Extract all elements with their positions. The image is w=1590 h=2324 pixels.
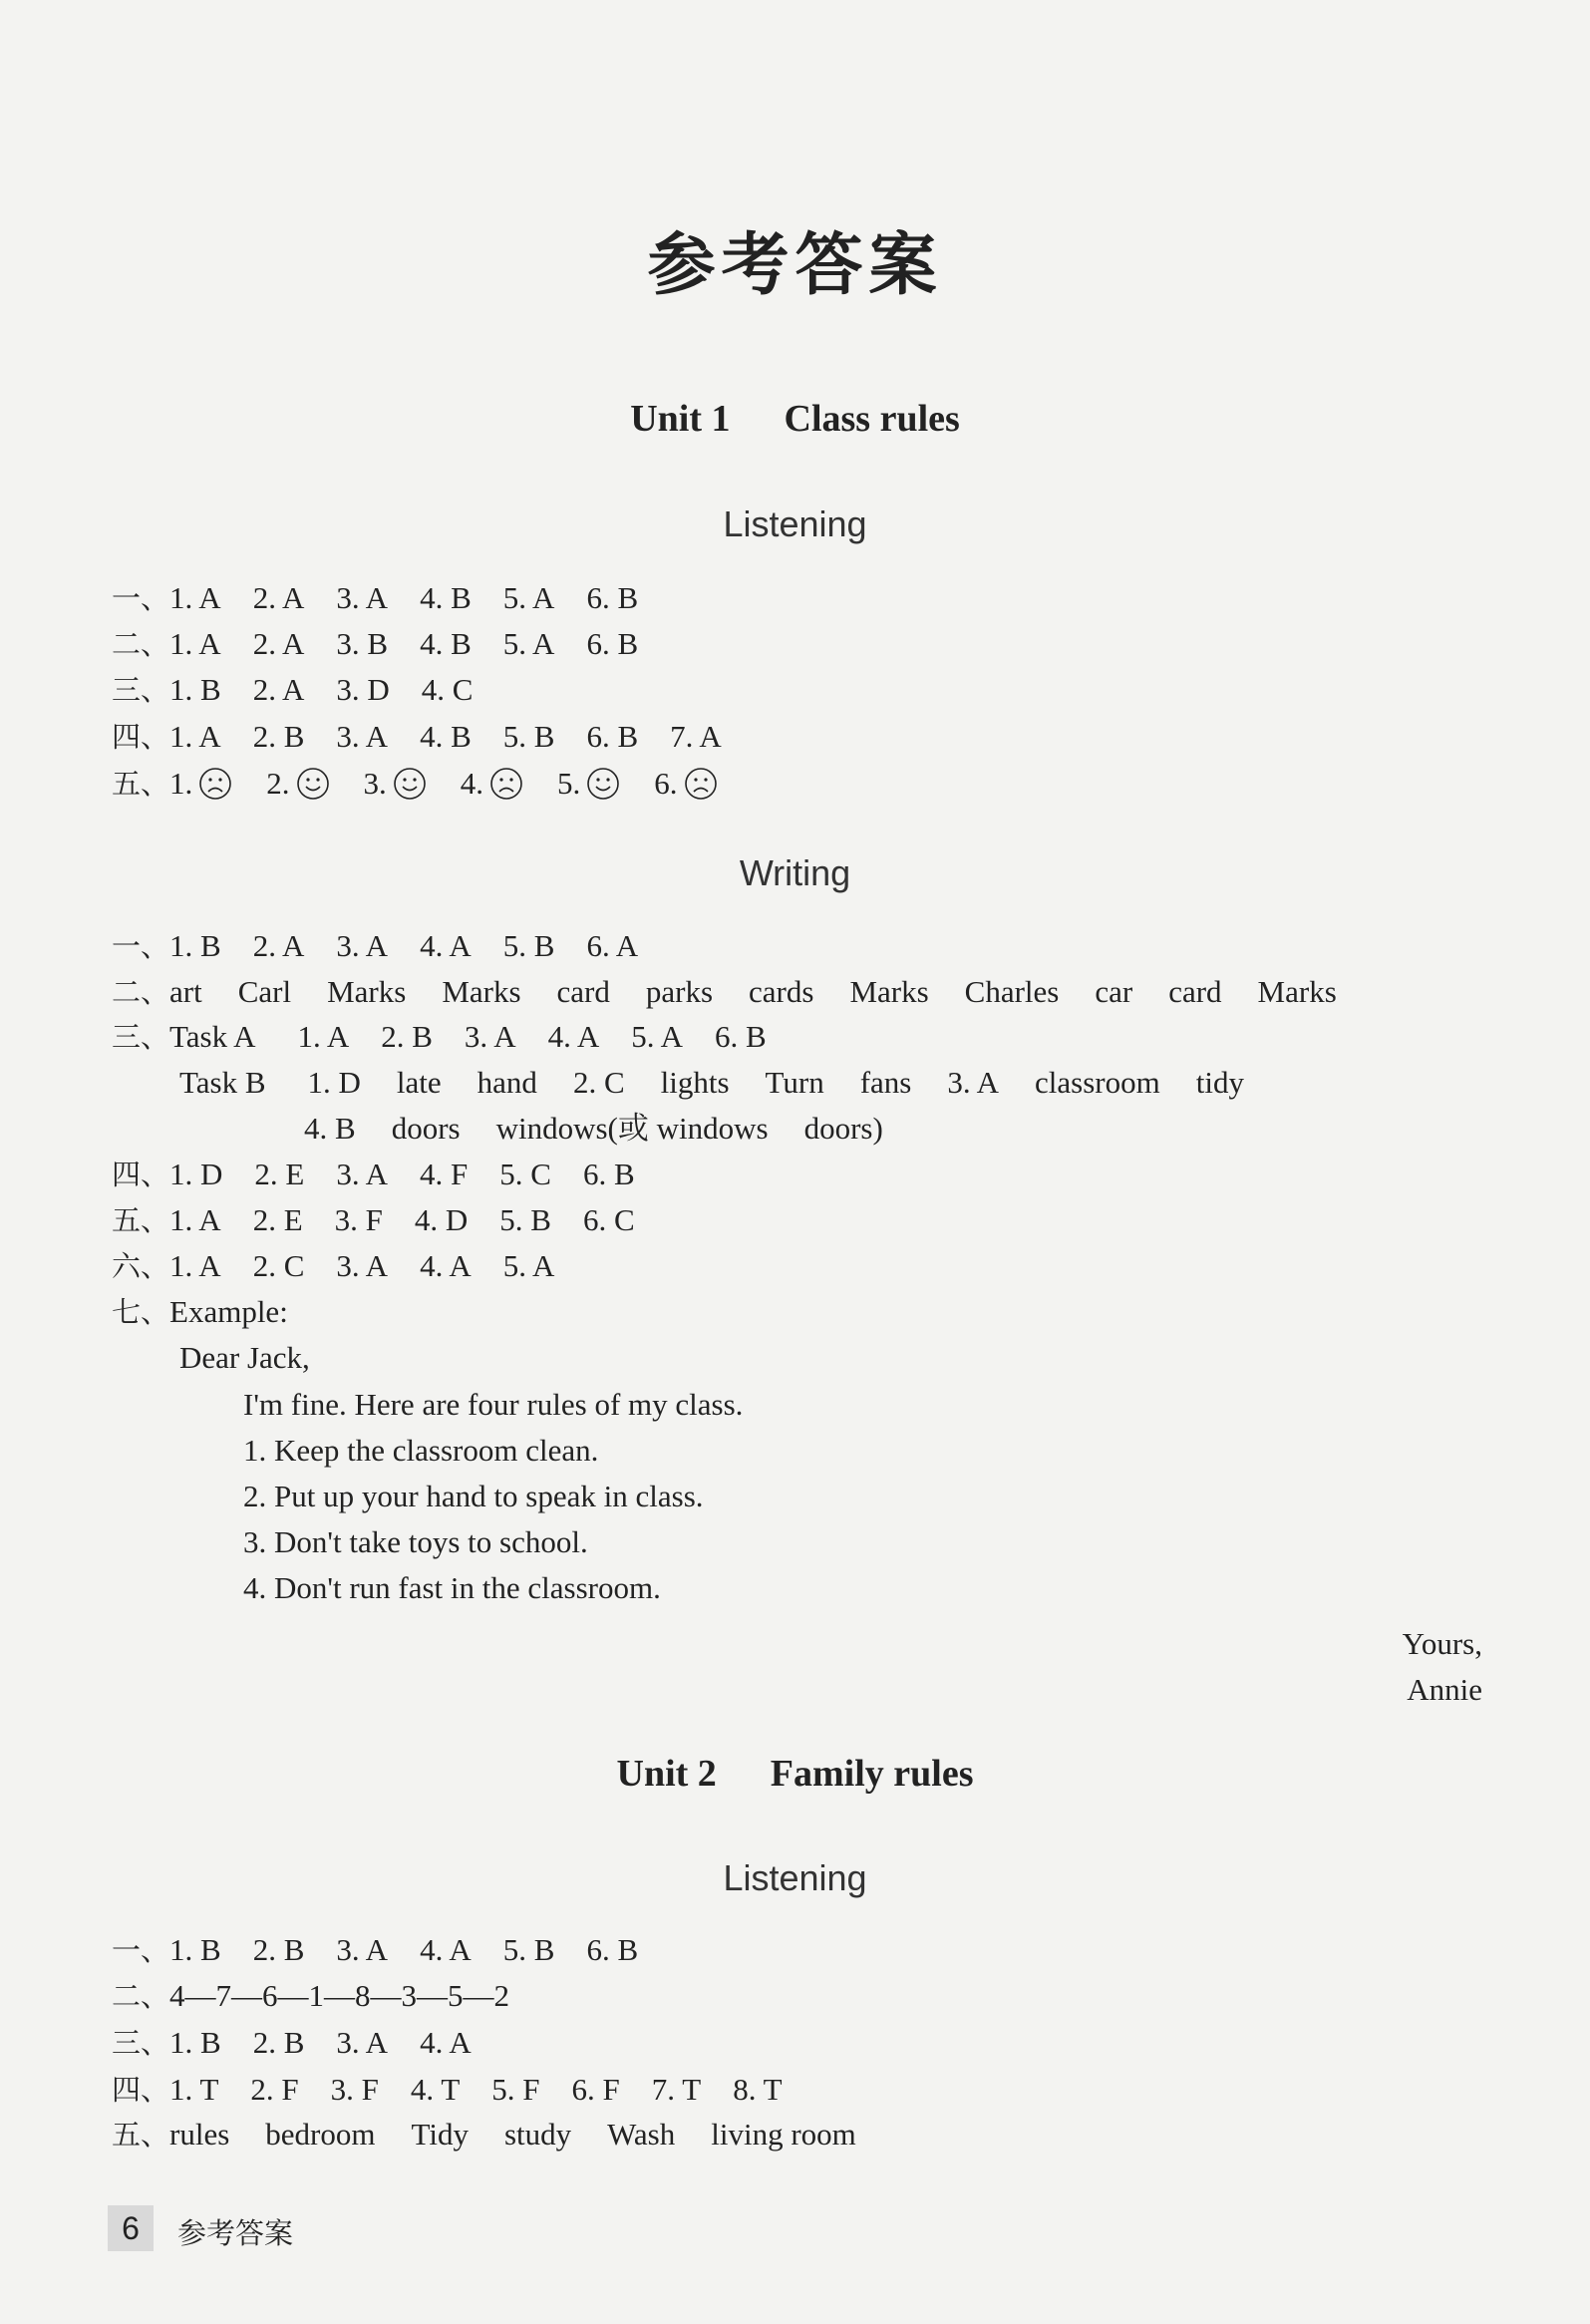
- answer-item: 5. A: [631, 1019, 683, 1054]
- answer-item: 1. A: [169, 719, 221, 754]
- answer-item: doors: [391, 1111, 461, 1146]
- answer-item: Carl: [237, 974, 292, 1009]
- task-b-line-2: [304, 1110, 919, 1148]
- answer-item: Turn: [765, 1065, 824, 1100]
- answer-item: 2. B: [252, 2025, 305, 2060]
- answer-item: 3. D: [336, 672, 390, 707]
- answer-item: 2. F: [250, 2072, 299, 2107]
- answer-item: Marks: [442, 974, 521, 1009]
- letter-rule: [243, 1569, 693, 1607]
- answer-item: 5. A: [502, 626, 555, 661]
- sad-face-icon: [684, 767, 718, 801]
- answer-item: Tidy: [411, 2117, 469, 2152]
- listening-row: [112, 579, 670, 617]
- answer-item: 2. C: [572, 1065, 625, 1100]
- answer-item: fans: [859, 1065, 912, 1100]
- answer-item: 4. A: [547, 1019, 600, 1054]
- unit-2-listening-title: Listening: [723, 1857, 867, 1898]
- sad-face-icon: [489, 767, 523, 801]
- question-label: 六、: [112, 1249, 170, 1283]
- answer-item: Marks: [327, 974, 407, 1009]
- answer-item: 1. A: [169, 1248, 221, 1283]
- writing-row-4: [112, 1156, 667, 1193]
- happy-face-icon: [296, 767, 330, 801]
- answer-item: Wash: [607, 2117, 676, 2152]
- answer-item: Dear Jack,: [179, 1340, 310, 1375]
- answer-item: 3. F: [330, 2072, 379, 2107]
- answer-item: cards: [749, 974, 814, 1009]
- listening-row: [112, 718, 754, 756]
- unit-1-listening-title: Listening: [723, 503, 867, 544]
- happy-face-icon: [586, 767, 620, 801]
- answer-item: hand: [477, 1065, 537, 1100]
- face-number: 2.: [266, 766, 290, 801]
- answer-item: 7. T: [651, 2072, 702, 2107]
- letter-rule: [243, 1523, 620, 1561]
- answer-item: living room: [711, 2117, 856, 2152]
- question-label: 四、: [112, 2073, 170, 2107]
- answer-item: 3. A: [336, 1157, 389, 1191]
- question-label: 三、: [112, 2026, 170, 2060]
- answer-item: 4. Don't run fast in the classroom.: [243, 1570, 661, 1605]
- page-title: 参考答案: [647, 225, 943, 305]
- question-label: 四、: [112, 1158, 170, 1191]
- question-label: 四、: [112, 720, 170, 754]
- answer-item: art: [169, 974, 202, 1009]
- letter-rule: [243, 1478, 736, 1515]
- answer-item: 2. A: [252, 928, 305, 963]
- answer-item: 3. Don't take toys to school.: [243, 1524, 588, 1559]
- answer-item: parks: [645, 974, 714, 1009]
- question-label: 一、: [112, 581, 170, 615]
- answer-item: 5. A: [502, 580, 555, 615]
- answer-item: 4. A: [420, 1932, 472, 1967]
- answer-item: 1. Keep the classroom clean.: [243, 1433, 599, 1468]
- answer-item: 1. A: [169, 1202, 221, 1237]
- answer-item: rules: [169, 2117, 230, 2152]
- letter-signature: Annie: [1407, 1672, 1482, 1707]
- face-number: 3.: [363, 766, 387, 801]
- writing-row-5: [112, 1201, 667, 1239]
- answer-item: card: [1168, 974, 1222, 1009]
- answer-item: 4. A: [420, 928, 472, 963]
- answer-item: 6. B: [582, 1157, 635, 1191]
- answer-item: 5. B: [499, 1202, 551, 1237]
- writing-row-6: [112, 1247, 586, 1285]
- answer-item: car: [1095, 974, 1133, 1009]
- answer-item: 2. Put up your hand to speak in class.: [243, 1479, 704, 1513]
- answer-item: 1. A: [297, 1019, 350, 1054]
- answer-item: card: [556, 974, 610, 1009]
- footer-text: 参考答案: [177, 2216, 294, 2250]
- unit-2-name: Family rules: [770, 1753, 974, 1795]
- listening-row: [112, 625, 670, 663]
- answer-item: 3. F: [334, 1202, 383, 1237]
- answer-item: 2. A: [252, 672, 305, 707]
- page-number: 6: [108, 2205, 154, 2251]
- answer-item: 2. B: [252, 719, 305, 754]
- example-label: Example:: [169, 1294, 288, 1329]
- answer-item: 5. A: [502, 1248, 555, 1283]
- face-number: 6.: [654, 766, 678, 801]
- answer-item: 3. B: [336, 626, 389, 661]
- answer-item: 2. B: [252, 1932, 305, 1967]
- answer-item: 4. B: [420, 719, 472, 754]
- answer-item: 1. B: [169, 928, 221, 963]
- answer-item: 6. C: [582, 1202, 635, 1237]
- question-label: 五、: [112, 1203, 170, 1237]
- task-b-label: Task B: [179, 1065, 266, 1100]
- task-a-label: Task A: [169, 1019, 256, 1054]
- answer-item: 2. A: [252, 580, 305, 615]
- answer-item: 3. A: [336, 1932, 389, 1967]
- face-number: 5.: [557, 766, 581, 801]
- answer-item: Marks: [1257, 974, 1337, 1009]
- writing-row-2: [112, 973, 1373, 1011]
- unit-1-title: [0, 397, 1590, 441]
- answer-item: 4. C: [421, 672, 474, 707]
- answer-item: 1. A: [169, 580, 221, 615]
- question-label: 二、: [112, 627, 170, 661]
- question-label: 三、: [112, 1020, 170, 1054]
- answer-item: 4—7—6—1—8—3—5—2: [169, 1978, 510, 2013]
- answer-item: 4. B: [420, 580, 472, 615]
- answer-item: 6. B: [586, 626, 639, 661]
- writing-row-1: [112, 927, 670, 965]
- answer-item: 5. C: [499, 1157, 551, 1191]
- answer-item: 1. T: [169, 2072, 219, 2107]
- question-label: 一、: [112, 929, 170, 963]
- writing-row-3: [112, 1018, 798, 1056]
- answer-item: 2. B: [381, 1019, 433, 1054]
- answer-item: classroom: [1035, 1065, 1160, 1100]
- question-label: 一、: [112, 1933, 170, 1967]
- answer-item: 8. T: [733, 2072, 783, 2107]
- answer-item: 2. E: [252, 1202, 303, 1237]
- answer-item: 6. B: [586, 1932, 639, 1967]
- answer-item: 6. B: [586, 580, 639, 615]
- unit-1-number: Unit 1: [630, 398, 731, 440]
- unit-2-title: [0, 1752, 1590, 1796]
- unit-1-name: Class rules: [784, 398, 960, 440]
- face-number: 1.: [169, 766, 193, 801]
- writing-row-7: [112, 1293, 288, 1331]
- unit-2-row-2: [112, 1977, 541, 2015]
- answer-item: 4. A: [420, 1248, 472, 1283]
- letter-intro: [243, 1386, 775, 1424]
- answer-item: 1. B: [169, 2025, 221, 2060]
- happy-face-icon: [393, 767, 427, 801]
- answer-item: tidy: [1195, 1065, 1244, 1100]
- question-label: 七、: [112, 1295, 170, 1329]
- answer-item: 5. F: [491, 2072, 540, 2107]
- answer-item: 3. A: [464, 1019, 516, 1054]
- answer-item: windows(或 windows: [495, 1111, 769, 1146]
- answer-item: 3. A: [947, 1065, 1000, 1100]
- answer-item: 4. T: [410, 2072, 461, 2107]
- unit-1-writing-title: Writing: [739, 852, 851, 893]
- answer-item: Marks: [849, 974, 929, 1009]
- sad-face-icon: [198, 767, 232, 801]
- question-label: 五、: [112, 2118, 170, 2152]
- answer-item: 6. A: [586, 928, 639, 963]
- unit-2-number: Unit 2: [616, 1753, 717, 1795]
- listening-faces-row: [112, 765, 752, 803]
- unit-2-row-3: [112, 2024, 503, 2062]
- answer-item: 1. B: [169, 672, 221, 707]
- answer-item: 1. B: [169, 1932, 221, 1967]
- unit-2-row-4: [112, 2071, 814, 2109]
- task-b-line-1: [179, 1064, 1280, 1102]
- question-label: 二、: [112, 1979, 170, 2013]
- answer-item: 4. F: [420, 1157, 469, 1191]
- answer-item: 2. C: [252, 1248, 305, 1283]
- answer-item: Charles: [964, 974, 1060, 1009]
- answer-item: 5. B: [502, 928, 555, 963]
- answer-item: 2. E: [254, 1157, 305, 1191]
- answer-item: bedroom: [265, 2117, 376, 2152]
- answer-item: 6. F: [571, 2072, 620, 2107]
- unit-2-row-5: [112, 2116, 892, 2154]
- answer-item: 3. A: [336, 1248, 389, 1283]
- listening-row: [112, 671, 504, 709]
- answer-item: I'm fine. Here are four rules of my class.: [243, 1387, 744, 1422]
- answer-item: 5. B: [502, 1932, 555, 1967]
- answer-item: 6. B: [714, 1019, 767, 1054]
- question-label: 三、: [112, 673, 170, 707]
- answer-item: 3. A: [336, 2025, 389, 2060]
- answer-item: 4. A: [420, 2025, 472, 2060]
- answer-item: 1. D: [307, 1065, 361, 1100]
- face-number: 4.: [460, 766, 484, 801]
- answer-item: 6. B: [586, 719, 639, 754]
- question-label: 五、: [112, 767, 170, 801]
- unit-2-row-1: [112, 1931, 670, 1969]
- answer-item: 1. A: [169, 626, 221, 661]
- letter-closing: Yours,: [1402, 1626, 1482, 1661]
- answer-item: 3. A: [336, 580, 389, 615]
- answer-item: 5. B: [502, 719, 555, 754]
- answer-item: 3. A: [336, 719, 389, 754]
- answer-item: 3. A: [336, 928, 389, 963]
- answer-item: 1. D: [169, 1157, 223, 1191]
- answer-item: study: [503, 2117, 572, 2152]
- letter-rule: [243, 1432, 630, 1470]
- question-label: 二、: [112, 975, 170, 1009]
- answer-item: 2. A: [252, 626, 305, 661]
- answer-item: lights: [660, 1065, 730, 1100]
- answer-item: 4. D: [414, 1202, 469, 1237]
- letter-greeting: [179, 1339, 342, 1377]
- answer-item: doors): [803, 1111, 883, 1146]
- answer-item: late: [396, 1065, 442, 1100]
- answer-item: 7. A: [670, 719, 722, 754]
- answer-item: 4. B: [420, 626, 472, 661]
- answer-item: 4. B: [304, 1111, 356, 1146]
